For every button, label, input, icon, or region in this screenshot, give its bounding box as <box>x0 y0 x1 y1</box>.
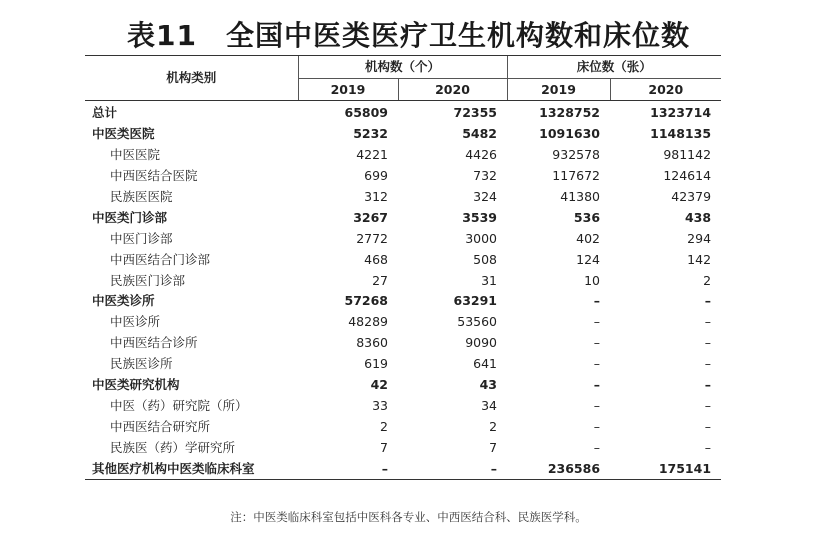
row-value: – <box>704 439 712 455</box>
footnote: 注：中医类临床科室包括中医科各专业、中西医结合科、民族医学科。 <box>230 510 587 524</box>
row-value: 5232 <box>353 126 388 142</box>
row-label: 民族医医院 <box>110 189 173 204</box>
row-value: 324 <box>473 189 498 204</box>
row-value: 31 <box>481 272 498 288</box>
row-label: 其他医疗机构中医类临床科室 <box>85 458 298 479</box>
row-value: 4426 <box>465 147 498 163</box>
row-value: – <box>593 335 601 351</box>
row-label: 中西医结合医院 <box>110 168 198 184</box>
row-value: 34 <box>481 397 498 413</box>
row-label: 中医类门诊部 <box>92 209 168 225</box>
row-value: – <box>298 458 398 479</box>
row-value: 619 <box>364 356 388 372</box>
row-label: 中西医结合研究所 <box>110 418 211 434</box>
row-value: 312 <box>364 189 388 204</box>
row-label: 中医诊所 <box>110 314 161 330</box>
row-value: 438 <box>684 209 712 225</box>
row-value: – <box>593 377 601 393</box>
row-value: 33 <box>372 397 388 413</box>
row-value: – <box>398 458 507 479</box>
row-label: 总计 <box>92 105 118 121</box>
row-value: 63291 <box>453 293 498 309</box>
row-value: – <box>704 377 712 393</box>
row-label: 民族医诊所 <box>110 356 173 372</box>
row-value: 142 <box>687 251 712 267</box>
header-institutions: 机构数（个） <box>298 56 507 79</box>
row-value: 3000 <box>465 230 498 246</box>
header-year: 2020 <box>398 79 507 101</box>
row-value: 402 <box>576 230 601 246</box>
row-value: 536 <box>573 209 601 225</box>
row-value: 42379 <box>671 189 712 204</box>
row-label: 中医类研究机构 <box>92 377 180 393</box>
row-value: 117672 <box>552 168 601 184</box>
row-value: – <box>704 397 712 413</box>
row-value: 932578 <box>552 147 601 163</box>
row-value: 981142 <box>663 147 712 163</box>
table-header <box>85 56 721 101</box>
row-value: 57268 <box>344 293 388 309</box>
table-row <box>85 166 721 187</box>
row-value: 175141 <box>610 458 721 479</box>
row-value: – <box>593 293 601 309</box>
row-value: 7 <box>489 439 498 455</box>
table-row <box>85 395 721 416</box>
table-row <box>85 249 721 270</box>
row-value: 2 <box>489 418 498 434</box>
header-year: 2019 <box>298 79 398 101</box>
table-row <box>85 101 721 124</box>
row-value: – <box>704 314 712 330</box>
table-body <box>85 101 721 480</box>
table-row <box>85 145 721 166</box>
row-value: 236586 <box>507 458 610 479</box>
header-category: 机构类别 <box>85 56 298 101</box>
row-value: 508 <box>473 251 498 267</box>
table-row <box>85 207 721 228</box>
row-value: – <box>704 418 712 434</box>
table-row <box>85 312 721 333</box>
row-label: 民族医门诊部 <box>110 272 186 288</box>
row-label: 民族医（药）学研究所 <box>110 439 236 455</box>
table-row <box>85 291 721 312</box>
row-value: 641 <box>473 356 498 372</box>
table-row <box>85 333 721 354</box>
row-value: 2 <box>380 418 388 434</box>
row-label: 中医医院 <box>110 147 161 163</box>
row-value: – <box>704 356 712 372</box>
row-value: 5482 <box>462 126 498 142</box>
row-value: 10 <box>584 272 601 288</box>
row-value: 124 <box>576 251 601 267</box>
row-value: 294 <box>687 230 712 246</box>
row-value: – <box>593 397 601 413</box>
row-value: 732 <box>473 168 498 184</box>
row-value: 42 <box>370 377 388 393</box>
table-row <box>85 270 721 291</box>
table-row <box>85 458 721 479</box>
row-value: 1323714 <box>650 105 712 121</box>
table-row <box>85 228 721 249</box>
table-row <box>85 437 721 458</box>
row-value: 2 <box>703 272 712 288</box>
row-value: 468 <box>364 251 388 267</box>
row-value: 3539 <box>462 209 498 225</box>
row-value: 43 <box>479 377 498 393</box>
table-row <box>85 187 721 208</box>
row-label: 中医门诊部 <box>110 230 173 246</box>
row-value: 8360 <box>356 335 388 351</box>
data-table <box>85 55 721 480</box>
row-value: – <box>704 335 712 351</box>
row-value: – <box>593 356 601 372</box>
header-year: 2019 <box>507 79 610 101</box>
header-year: 2020 <box>610 79 721 101</box>
row-value: 9090 <box>465 335 498 351</box>
row-value: 1328752 <box>539 105 601 121</box>
row-label: 中西医结合诊所 <box>110 335 198 351</box>
row-value: 1148135 <box>650 126 712 142</box>
row-value: 7 <box>380 439 388 455</box>
table-row <box>85 124 721 145</box>
row-label: 中医类医院 <box>92 126 155 142</box>
table-row <box>85 375 721 396</box>
table-row <box>85 354 721 375</box>
row-value: 65809 <box>344 105 388 121</box>
header-beds: 床位数（张） <box>507 56 721 79</box>
row-value: – <box>593 418 601 434</box>
row-label: 中医（药）研究院（所） <box>110 397 248 413</box>
row-value: 48289 <box>348 314 388 330</box>
table-title: 表11 全国中医类医疗卫生机构数和床位数 <box>127 19 690 52</box>
row-value: 4221 <box>356 147 388 163</box>
row-label: 中西医结合门诊部 <box>110 251 211 267</box>
row-value: 2772 <box>356 230 388 246</box>
row-value: 41380 <box>560 189 601 204</box>
row-value: 53560 <box>457 314 498 330</box>
row-value: 3267 <box>353 209 388 225</box>
row-value: 124614 <box>663 168 712 184</box>
row-value: – <box>593 314 601 330</box>
table-row <box>85 416 721 437</box>
row-value: 1091630 <box>539 126 601 142</box>
row-value: 699 <box>364 168 388 184</box>
row-value: 27 <box>372 272 388 288</box>
row-label: 中医类诊所 <box>92 293 155 309</box>
row-value: – <box>704 293 712 309</box>
row-value: – <box>593 439 601 455</box>
row-value: 72355 <box>453 105 498 121</box>
